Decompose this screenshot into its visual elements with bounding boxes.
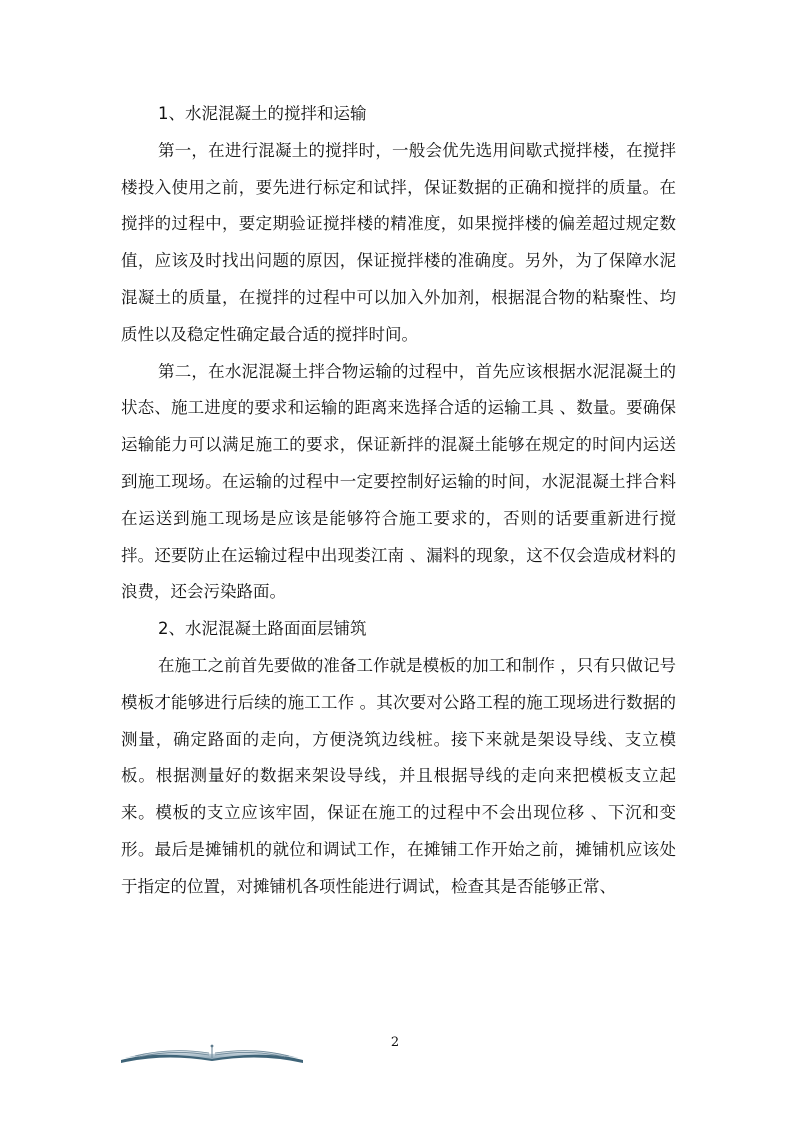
section2-paragraph-1: 在施工之前首先要做的准备工作就是模板的加工和制作 ，只有只做记号模板才能够进行后续的施工工作 。其次要对公路工程的施工现场进行数据的测量，确定路面的走向，方便浇筑边线桩。接下来就是架设导线、支立模板。根据测量好的数据来架设导线，并且根据导线的走向来把模板支立起来。模板的支立应该牢固，保证在施工的过程中不会出现位移 、下沉和变形。最后是摊铺机的就位和调试工作，在摊铺工作开始之前，摊铺机应该处于指定的位置，对摊铺机各项性能进行调试，检查其是否能够正常、 — [121, 655, 676, 896]
document-body — [121, 96, 676, 906]
section2-heading: 2、水泥混凝土路面面层铺筑 — [158, 619, 367, 639]
section1-heading: 1、水泥混凝土的搅拌和运输 — [158, 104, 367, 123]
section1-paragraph-1: 第一，在进行混凝土的搅拌时，一般会优先选用间歇式搅拌楼，在搅拌楼投入使用之前，要先进行标定和试拌，保证数据的正确和搅拌的质量。在搅拌的过程中，要定期验证搅拌楼的精准度，如果搅拌楼的偏差超过规定数值，应该及时找出问题的原因，保证搅拌楼的准确度。另外，为了保障水泥混凝土的质量，在搅拌的过程中可以加入外加剂，根据混合物的粘聚性、均质性以及稳定性确定最合适的搅拌时间。 — [121, 140, 676, 344]
open-book-icon — [119, 1040, 305, 1064]
page-number: 2 — [390, 1035, 400, 1050]
section1-paragraph-2: 第二，在水泥混凝土拌合物运输的过程中，首先应该根据水泥混凝土的状态、施工进度的要求和运输的距离来选择合适的运输工具 、数量。要确保运输能力可以满足施工的要求，保证新拌的混凝土能够在规定的时间内运送到施工现场。在运输的过程中一定要控制好运输的时间，水泥混凝土拌合料在运送到施工现场是应该是能够符合施工要求的，否则的话要重新进行搅拌。还要防止在运输过程中出现娄江南 、漏料的现象，这不仅会造成材料的浪费，还会污染路面。 — [121, 361, 676, 602]
